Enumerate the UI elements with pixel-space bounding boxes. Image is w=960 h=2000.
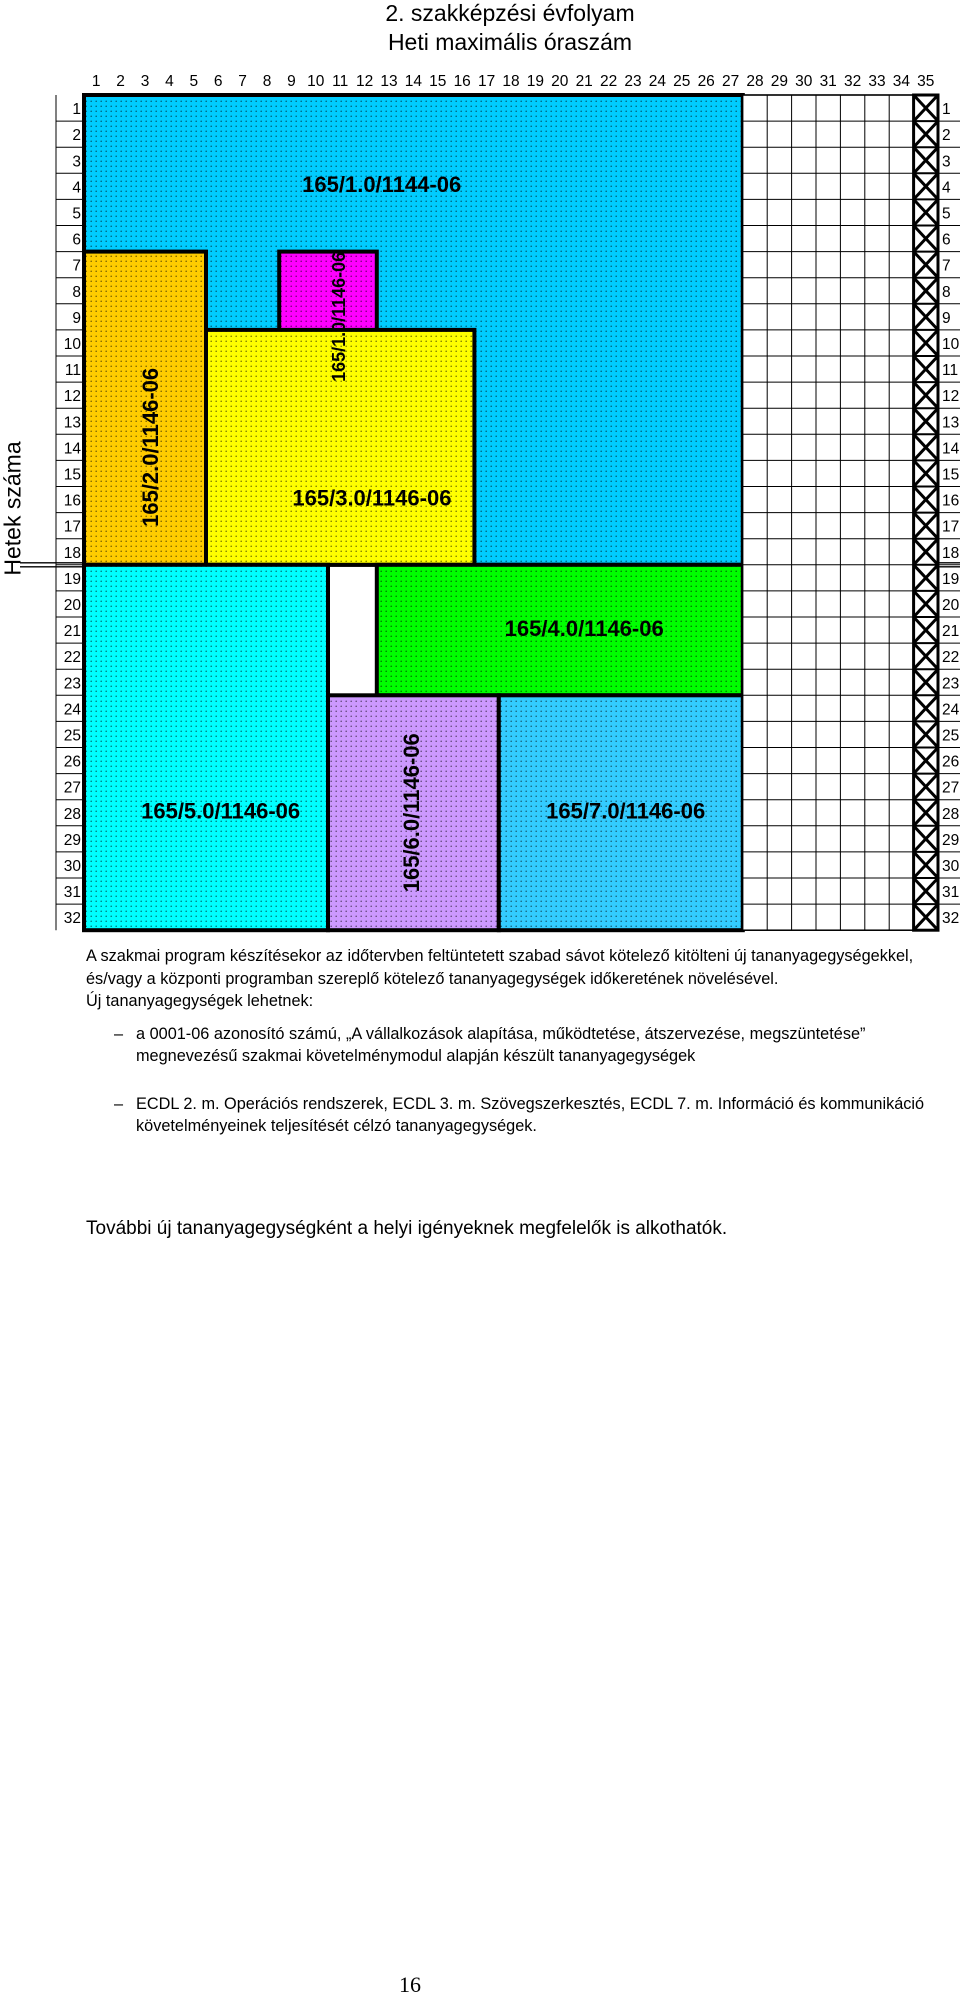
hour-tick-top: 18 xyxy=(502,73,520,90)
hour-tick-top: 22 xyxy=(599,73,618,90)
week-tick-right: 14 xyxy=(942,440,960,458)
week-tick-left: 16 xyxy=(63,492,81,510)
block-pattern xyxy=(84,565,328,930)
hour-tick-bottom xyxy=(165,939,174,940)
week-tick-left: 32 xyxy=(63,910,81,928)
week-tick-right: 32 xyxy=(942,910,960,928)
hour-tick-bottom xyxy=(189,939,198,940)
bullet-dash: – xyxy=(114,1094,124,1113)
hour-tick-top: 27 xyxy=(721,73,740,90)
hour-tick-bottom xyxy=(722,939,739,940)
hour-tick-top: 31 xyxy=(819,73,837,90)
week-tick-left: 5 xyxy=(72,205,81,223)
hour-tick-bottom xyxy=(356,939,373,940)
week-tick-right: 10 xyxy=(942,335,960,353)
hour-tick-bottom xyxy=(527,939,544,940)
week-tick-left: 2 xyxy=(72,127,81,145)
hour-tick-bottom xyxy=(307,939,325,940)
week-tick-right: 19 xyxy=(942,570,960,588)
week-tick-left: 25 xyxy=(63,727,81,745)
week-tick-right: 31 xyxy=(942,884,960,902)
hour-tick-bottom xyxy=(502,939,519,940)
block-label: 165/3.0/1146-06 xyxy=(292,485,452,511)
hour-tick-bottom xyxy=(868,939,885,940)
hour-tick-top: 26 xyxy=(697,73,715,90)
week-tick-left: 28 xyxy=(63,805,81,823)
hour-tick-top: 4 xyxy=(165,73,174,90)
week-tick-right: 20 xyxy=(942,596,960,614)
notes-final: További új tananyagegységként a helyi igényeknek megfelelők is alkothatók. xyxy=(86,1218,728,1239)
hour-tick-top: 2 xyxy=(116,73,125,90)
schedule-chart xyxy=(0,0,960,940)
week-tick-right: 27 xyxy=(942,779,960,797)
hour-tick-bottom xyxy=(380,939,397,940)
hour-tick-top: 29 xyxy=(770,73,789,90)
hour-tick-top: 32 xyxy=(843,73,862,90)
free-band xyxy=(743,95,914,930)
hour-tick-bottom xyxy=(332,939,348,940)
hour-tick-top: 21 xyxy=(575,73,593,90)
hour-tick-bottom xyxy=(116,939,125,940)
block-label: 165/5.0/1146-06 xyxy=(141,798,301,824)
hour-tick-bottom xyxy=(698,939,715,940)
hour-tick-bottom xyxy=(917,939,934,940)
list-item xyxy=(86,1093,926,1138)
week-tick-left: 13 xyxy=(63,414,81,432)
hour-tick-bottom xyxy=(405,939,423,940)
week-tick-right: 4 xyxy=(942,179,951,197)
hour-tick-top: 25 xyxy=(673,73,691,90)
week-tick-left: 11 xyxy=(64,362,81,380)
hour-tick-top: 28 xyxy=(746,73,764,90)
hour-tick-bottom xyxy=(820,939,837,940)
hour-tick-top: 8 xyxy=(262,73,272,90)
hour-tick-top: 20 xyxy=(551,73,569,90)
week-tick-left: 6 xyxy=(72,231,81,249)
hour-tick-top: 7 xyxy=(238,73,247,90)
hour-tick-bottom xyxy=(771,939,788,940)
hour-tick-bottom xyxy=(746,939,763,940)
hour-tick-top: 1 xyxy=(91,73,101,90)
week-tick-left: 10 xyxy=(63,335,81,353)
page-title: 2. szakképzési évfolyam xyxy=(385,0,635,26)
hour-tick-bottom xyxy=(600,939,617,940)
week-tick-right: 22 xyxy=(942,649,960,667)
week-tick-left: 18 xyxy=(63,544,81,562)
hour-tick-top: 10 xyxy=(307,73,325,90)
week-tick-left: 31 xyxy=(63,884,81,902)
week-tick-right: 13 xyxy=(942,414,960,432)
list-item-text: ECDL 2. m. Operációs rendszerek, ECDL 3. m. Szövegszerkesztés, ECDL 7. m. Információ és kommunikáció követelményeinek teljesítését célzó tananyagegységek. xyxy=(136,1094,925,1135)
hour-tick-bottom xyxy=(576,939,593,940)
week-tick-right: 5 xyxy=(942,205,951,223)
block-label: 165/6.0/1146-06 xyxy=(399,733,425,893)
hour-tick-top: 30 xyxy=(795,73,813,90)
week-tick-left: 3 xyxy=(72,153,81,171)
week-tick-left: 4 xyxy=(72,179,81,197)
hour-tick-bottom xyxy=(649,939,667,940)
list-item-text: a 0001-06 azonosító számú, „A vállalkozások alapítása, működtetése, átszervezése, megszüntetése” megnevezésű szakmai követelménymodul alapján készült tananyagegységek xyxy=(136,1024,866,1065)
week-tick-left: 17 xyxy=(63,518,81,536)
hour-tick-bottom xyxy=(214,939,223,940)
notes-intro: Új tananyagegységek lehetnek: xyxy=(86,992,314,1010)
hour-tick-top: 33 xyxy=(868,73,886,90)
hour-tick-bottom xyxy=(795,939,813,940)
week-tick-right: 1 xyxy=(942,101,951,119)
y-axis-label: Hetek száma xyxy=(0,441,26,576)
week-tick-left: 26 xyxy=(63,753,81,771)
block-label: 165/1.0/1144-06 xyxy=(302,172,462,198)
week-tick-right: 18 xyxy=(942,544,960,562)
week-tick-left: 27 xyxy=(63,779,81,797)
week-tick-right: 12 xyxy=(942,388,960,406)
week-tick-right: 25 xyxy=(942,727,960,745)
notes-list xyxy=(86,1023,926,1138)
hour-tick-top: 16 xyxy=(453,73,471,90)
bullet-dash: – xyxy=(114,1024,124,1043)
hour-tick-top: 23 xyxy=(624,73,642,90)
week-tick-right: 21 xyxy=(942,623,960,641)
hour-tick-top: 6 xyxy=(213,73,223,90)
week-tick-left: 24 xyxy=(63,701,81,719)
week-tick-right: 30 xyxy=(942,857,960,875)
hour-tick-top: 34 xyxy=(892,73,911,90)
hour-tick-top: 19 xyxy=(526,73,545,90)
hour-tick-top: 3 xyxy=(140,73,150,90)
hour-tick-top: 5 xyxy=(189,73,199,90)
excluded-column xyxy=(914,95,938,930)
week-tick-left: 12 xyxy=(63,388,81,406)
page-number: 16 xyxy=(399,1972,421,1997)
week-tick-right: 9 xyxy=(942,309,951,327)
week-tick-right: 15 xyxy=(942,466,960,484)
week-tick-right: 2 xyxy=(942,127,951,145)
week-tick-left: 1 xyxy=(72,101,81,119)
week-tick-right: 7 xyxy=(942,257,951,275)
hour-tick-top: 17 xyxy=(477,73,496,90)
hour-tick-bottom xyxy=(263,939,272,940)
hour-tick-top: 12 xyxy=(355,73,374,90)
hour-tick-bottom xyxy=(92,939,101,940)
hour-tick-top: 35 xyxy=(917,73,935,90)
hour-tick-bottom xyxy=(624,939,641,940)
hour-tick-bottom xyxy=(478,939,495,940)
week-tick-left: 14 xyxy=(63,440,81,458)
week-tick-left: 7 xyxy=(72,257,81,275)
week-tick-right: 6 xyxy=(942,231,951,249)
week-tick-right: 11 xyxy=(942,362,959,380)
hour-tick-bottom xyxy=(673,939,690,940)
hour-tick-bottom xyxy=(141,939,150,940)
block-label: 165/7.0/1146-06 xyxy=(546,798,706,824)
block-label: 165/1.0/1146-06 xyxy=(328,251,349,382)
block-label: 165/4.0/1146-06 xyxy=(504,615,664,641)
list-item xyxy=(86,1023,926,1068)
week-tick-left: 9 xyxy=(72,309,81,327)
block-label: 165/2.0/1146-06 xyxy=(138,367,164,527)
notes-paragraph: A szakmai program készítésekor az időtervben feltüntetett szabad sávot kötelező kitölteni új tananyagegységekkel, és/vagy a központi programban szereplő kötelező tananyagegységek időkeretének növelésével. xyxy=(86,947,914,988)
week-tick-left: 15 xyxy=(63,466,81,484)
week-tick-right: 16 xyxy=(942,492,960,510)
week-tick-right: 28 xyxy=(942,805,960,823)
week-tick-left: 21 xyxy=(63,623,81,641)
week-tick-right: 29 xyxy=(942,831,960,849)
hour-tick-bottom xyxy=(454,939,471,940)
hour-tick-bottom xyxy=(893,939,911,940)
week-tick-right: 26 xyxy=(942,753,960,771)
hour-tick-top: 13 xyxy=(380,73,398,90)
hour-tick-bottom xyxy=(429,939,446,940)
hour-tick-top: 9 xyxy=(287,73,296,90)
hour-tick-bottom xyxy=(551,939,569,940)
week-tick-right: 23 xyxy=(942,675,960,693)
week-tick-right: 17 xyxy=(942,518,960,536)
week-tick-left: 8 xyxy=(72,283,81,301)
week-tick-right: 3 xyxy=(942,153,951,171)
hour-tick-top: 11 xyxy=(332,73,349,90)
notes-section xyxy=(86,945,926,1163)
week-tick-left: 29 xyxy=(63,831,81,849)
week-tick-right: 24 xyxy=(942,701,960,719)
hour-tick-top: 15 xyxy=(429,73,447,90)
week-tick-right: 8 xyxy=(942,283,951,301)
week-tick-left: 19 xyxy=(63,570,81,588)
week-tick-left: 22 xyxy=(63,649,81,667)
week-tick-left: 20 xyxy=(63,596,81,614)
hour-tick-top: 24 xyxy=(648,73,667,90)
hour-tick-top: 14 xyxy=(404,73,423,90)
hour-tick-bottom xyxy=(238,939,247,940)
hour-tick-bottom xyxy=(287,939,296,940)
page-subtitle: Heti maximális óraszám xyxy=(387,29,633,55)
week-tick-left: 23 xyxy=(63,675,81,693)
hour-tick-bottom xyxy=(844,939,861,940)
week-tick-left: 30 xyxy=(63,857,81,875)
